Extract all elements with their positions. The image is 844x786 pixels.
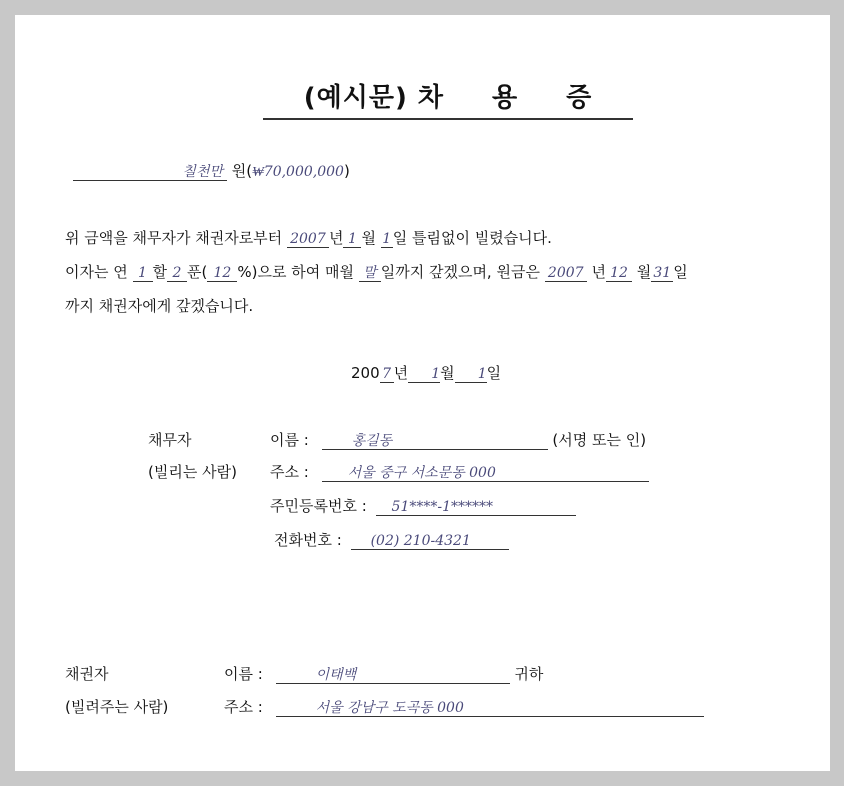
date-year-digit: 7 <box>380 366 394 383</box>
paragraph-text: %)으로 하여 매월 <box>237 263 354 281</box>
address-label: 주소 : <box>224 698 263 716</box>
document-title <box>263 77 633 120</box>
date-prefix: 200 <box>351 364 380 382</box>
repay-month: 12 <box>606 265 632 282</box>
paragraph-text: 일 틀림없이 빌렸습니다. <box>392 229 552 247</box>
day-label: 일 <box>486 364 502 382</box>
id-label: 주민등록번호 : <box>270 497 367 515</box>
paragraph-line-2 <box>65 261 688 282</box>
day-label: 일 <box>673 263 688 281</box>
debtor-name: 홍길동 <box>322 433 548 450</box>
paragraph-text: 위 금액을 채무자가 채권자로부터 <box>65 229 287 247</box>
debtor-address-row <box>270 461 649 482</box>
creditor-role-sub: (빌려주는 사람) <box>65 698 169 716</box>
sign-note: (서명 또는 인) <box>552 431 647 449</box>
name-label: 이름 : <box>270 431 309 449</box>
debtor-phone-row <box>274 529 509 550</box>
paragraph-line-1 <box>65 227 552 248</box>
debtor-id-row <box>270 495 576 516</box>
paragraph-text: 일까지 갚겠으며, 원금은 <box>380 263 540 281</box>
creditor-address-row <box>224 696 704 717</box>
hal-label: 할 <box>152 263 168 281</box>
repay-day: 31 <box>651 265 673 282</box>
borrow-day: 1 <box>382 231 392 247</box>
creditor-name: 이태백 <box>276 667 510 684</box>
interest-hal: 1 <box>133 265 153 282</box>
amount-label-close: ) <box>343 162 350 180</box>
debtor-id: 51****-1****** <box>376 499 576 516</box>
year-label: 년 <box>328 229 344 247</box>
amount-label-open: 원( <box>231 162 253 180</box>
phone-label: 전화번호 : <box>274 531 342 549</box>
title-char-3: 증 <box>566 83 593 113</box>
repay-year: 2007 <box>545 265 587 282</box>
month-label: 월 <box>361 229 376 247</box>
date-month: 1 <box>408 366 440 383</box>
paragraph-text: 까지 채권자에게 갚겠습니다. <box>65 297 254 315</box>
month-label: 월 <box>636 263 652 281</box>
title-prefix: (예시문) <box>303 83 408 113</box>
debtor-address: 서울 중구 서소문동 000 <box>322 465 649 482</box>
document-page <box>15 15 830 771</box>
creditor-name-row <box>224 663 543 684</box>
amount-line <box>73 160 350 181</box>
address-label: 주소 : <box>270 463 309 481</box>
honorific: 귀하 <box>514 665 544 683</box>
month-label: 월 <box>440 364 455 382</box>
document-date <box>351 362 501 383</box>
year-label: 년 <box>393 364 409 382</box>
debtor-role-sub: (빌리는 사람) <box>148 463 237 481</box>
year-label: 년 <box>591 263 607 281</box>
debtor-name-row <box>270 429 646 450</box>
date-day: 1 <box>455 366 487 383</box>
amount-figure: ₩70,000,000 <box>252 164 344 180</box>
amount-korean: 칠천만 <box>73 164 227 181</box>
debtor-role: 채무자 <box>148 431 192 449</box>
title-char-2: 용 <box>492 83 519 113</box>
pay-day: 말 <box>359 265 381 282</box>
creditor-address: 서울 강남구 도곡동 000 <box>276 700 704 717</box>
pun-label: 푼( <box>187 263 208 281</box>
borrow-year: 2007 <box>287 231 329 248</box>
borrow-month: 1 <box>343 231 361 248</box>
creditor-role: 채권자 <box>65 665 109 683</box>
name-label: 이름 : <box>224 665 263 683</box>
title-char-1: 차 <box>417 83 445 113</box>
paragraph-line-3 <box>65 295 253 316</box>
interest-pun: 2 <box>167 265 187 282</box>
interest-percent: 12 <box>207 265 237 282</box>
debtor-phone: (02) 210-4321 <box>351 533 509 550</box>
paragraph-text: 이자는 연 <box>65 263 128 281</box>
